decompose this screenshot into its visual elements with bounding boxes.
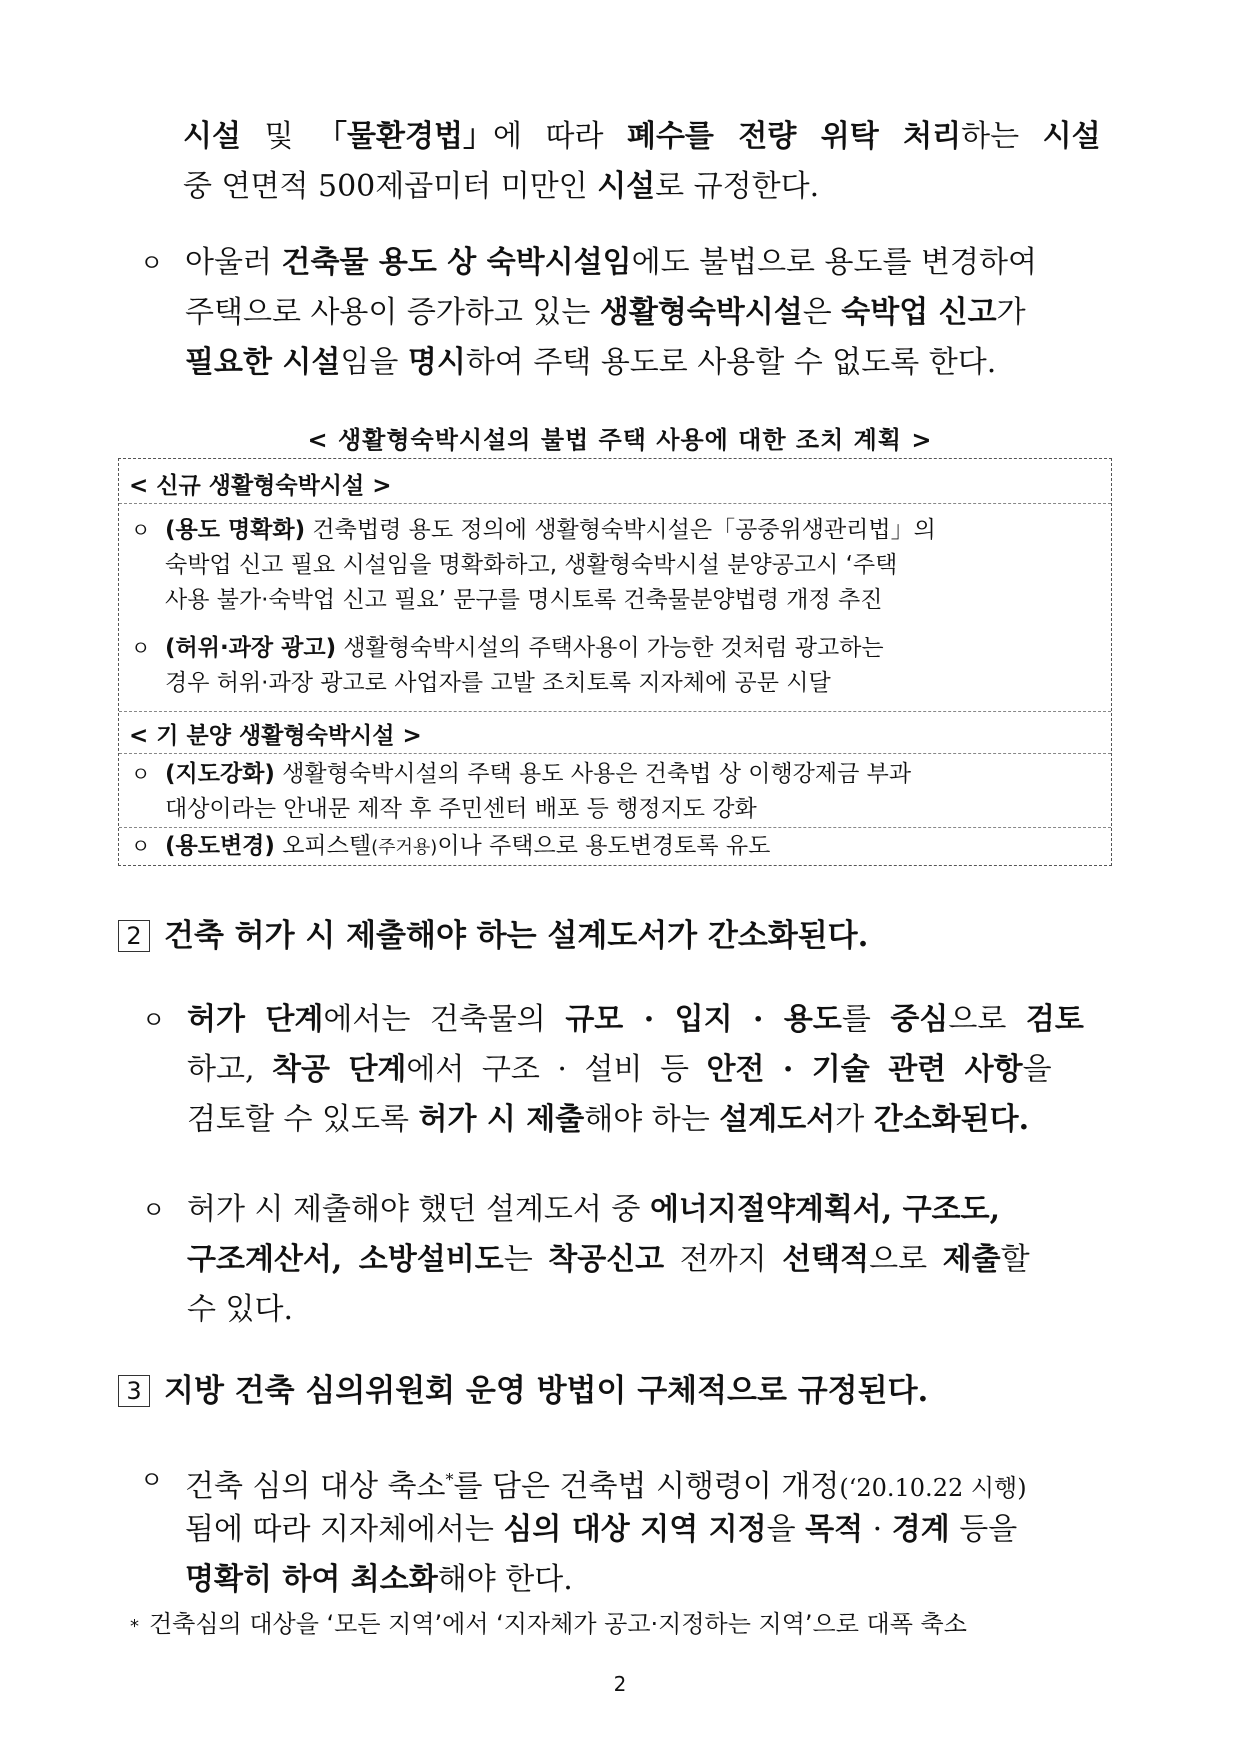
text: 허가 시 제출해야 했던 설계도서 중 bbox=[187, 1192, 650, 1227]
text-bold: 목적 bbox=[805, 1512, 864, 1547]
paragraph-line bbox=[140, 1505, 1130, 1555]
text-bold: 시설 bbox=[1042, 119, 1101, 154]
paragraph-optional-documents bbox=[142, 1185, 1132, 1335]
paragraph-line bbox=[142, 1045, 1132, 1095]
bullet-icon: ㅇ bbox=[131, 834, 151, 858]
item-text: 건축법령 용도 정의에 생활형숙박시설은「공중위생관리법」의 bbox=[305, 517, 936, 543]
text-bold: 경계 bbox=[891, 1512, 950, 1547]
text: 전까지 bbox=[664, 1242, 783, 1277]
text-bold: 시설 bbox=[183, 119, 241, 154]
footnote bbox=[130, 1604, 967, 1639]
section-title: 지방 건축 심의위원회 운영 방법이 구체적으로 규정된다. bbox=[164, 1373, 929, 1409]
text: 건축 심의 대상 축소 bbox=[185, 1469, 446, 1504]
bullet-icon: ㅇ bbox=[131, 636, 151, 660]
paragraph-line bbox=[142, 995, 1132, 1045]
bullet-icon: ㅇ bbox=[131, 518, 151, 542]
item-line bbox=[131, 829, 1101, 865]
paragraph-line bbox=[140, 1455, 1130, 1505]
text-bold: 폐수를 전량 위탁 처리 bbox=[626, 119, 962, 154]
paragraph-line bbox=[142, 1285, 1132, 1335]
paragraph-line bbox=[183, 162, 1133, 212]
box-item-false-ads bbox=[131, 631, 1101, 701]
box-item-purpose-clarify bbox=[131, 513, 1101, 618]
text: 를 bbox=[841, 1002, 891, 1037]
section-title: 건축 허가 시 제출해야 하는 설계도서가 간소화된다. bbox=[164, 918, 869, 954]
bullet-icon: ㅇ bbox=[140, 249, 164, 277]
item-text: 대상이라는 안내문 제작 후 주민센터 배포 등 행정지도 강화 bbox=[165, 796, 757, 822]
text-bold: 규모 · 입지 · 용도 bbox=[565, 1002, 842, 1037]
action-plan-box bbox=[118, 458, 1112, 866]
text-bold: 명확히 하여 최소화 bbox=[185, 1562, 438, 1597]
divider bbox=[119, 503, 1111, 504]
text: 검토할 수 있도록 bbox=[187, 1102, 419, 1137]
text: 수 있다. bbox=[187, 1292, 294, 1327]
text-bold: 건축물 용도 상 숙박시설임 bbox=[281, 245, 632, 280]
section-number: 2 bbox=[118, 920, 150, 952]
text: 등을 bbox=[949, 1512, 1018, 1547]
text-bold: 선택적 bbox=[782, 1242, 870, 1277]
text-bold: 착공 단계 bbox=[272, 1052, 407, 1087]
paragraph-review-committee bbox=[140, 1455, 1130, 1605]
text-bold: 착공신고 bbox=[548, 1242, 665, 1277]
bullet-icon: ㅇ bbox=[131, 762, 151, 786]
item-text: 숙박업 신고 필요 시설임을 명확화하고, 생활형숙박시설 분양공고시 ‘주택 bbox=[165, 552, 898, 578]
text: 하고, bbox=[187, 1052, 273, 1087]
text: 됨에 따라 지자체에서는 bbox=[185, 1512, 504, 1547]
text: 할 bbox=[1000, 1242, 1030, 1277]
text-bold: 간소화된다. bbox=[873, 1102, 1030, 1137]
bullet-icon: ㅇ bbox=[142, 1196, 166, 1224]
text: 중 연면적 500제곱미터 미만인 bbox=[183, 169, 598, 204]
page-number: 2 bbox=[613, 1672, 627, 1696]
text: 를 담은 건축법 시행령이 개정 bbox=[453, 1469, 840, 1504]
text: 에서는 건축물의 bbox=[323, 1002, 566, 1037]
bullet-icon: ㅇ bbox=[140, 1466, 164, 1494]
box-subheader-new: < 신규 생활형숙박시설 > bbox=[129, 473, 392, 499]
text: · bbox=[863, 1512, 892, 1547]
item-text: 오피스텔 bbox=[274, 833, 372, 859]
section-heading-3 bbox=[118, 1365, 928, 1410]
paragraph-line bbox=[140, 288, 1130, 338]
text-bold: 숙박업 신고 bbox=[841, 295, 997, 330]
text-bold: 제출 bbox=[942, 1242, 1001, 1277]
item-line bbox=[131, 631, 1101, 666]
paragraph-line bbox=[142, 1185, 1132, 1235]
text: 가 bbox=[996, 295, 1026, 330]
text: 에도 불법으로 용도를 변경하여 bbox=[631, 245, 1037, 280]
paragraph-line bbox=[142, 1235, 1132, 1285]
item-text: 이나 주택으로 용도변경토록 유도 bbox=[437, 833, 771, 859]
text-date: (‘20.10.22 시행) bbox=[839, 1474, 1027, 1502]
divider bbox=[119, 753, 1111, 754]
item-line bbox=[131, 757, 1101, 792]
text-bold: 설계도서 bbox=[719, 1102, 836, 1137]
paragraph-line bbox=[183, 112, 1133, 162]
text: 하여 주택 용도로 사용할 수 없도록 한다. bbox=[465, 345, 997, 380]
text: 에서 구조 · 설비 등 bbox=[406, 1052, 707, 1087]
item-label: (용도변경) bbox=[165, 833, 275, 859]
footnote-marker: * bbox=[445, 1470, 454, 1489]
text-bold: 구조계산서, 소방설비도 bbox=[187, 1242, 504, 1277]
divider bbox=[119, 827, 1111, 828]
text-bold: 명시 bbox=[407, 345, 466, 380]
text-bold: 검토 bbox=[1025, 1002, 1084, 1037]
text-bold: 필요한 시설 bbox=[185, 345, 341, 380]
text: 으로 bbox=[869, 1242, 943, 1277]
paragraph-lodging-notice bbox=[140, 238, 1130, 388]
bullet-icon: ㅇ bbox=[142, 1006, 166, 1034]
paragraph-line bbox=[140, 338, 1130, 388]
item-text-small: (주거용) bbox=[371, 837, 438, 858]
box-title: < 생활형숙박시설의 불법 주택 사용에 대한 조치 계획 > bbox=[307, 426, 933, 454]
text: 주택으로 사용이 증가하고 있는 bbox=[185, 295, 600, 330]
item-text: 생활형숙박시설의 주택사용이 가능한 것처럼 광고하는 bbox=[336, 635, 884, 661]
divider bbox=[119, 711, 1111, 712]
text: 가 bbox=[835, 1102, 874, 1137]
item-label: (허위·과장 광고) bbox=[165, 635, 337, 661]
item-label: (용도 명확화) bbox=[165, 517, 306, 543]
text-bold: 에너지절약계획서, 구조도, bbox=[649, 1192, 1001, 1227]
box-item-guidance bbox=[131, 757, 1101, 827]
text: 임을 bbox=[340, 345, 408, 380]
text: 으로 bbox=[948, 1002, 1026, 1037]
text-bold: 심의 대상 지역 지정 bbox=[503, 1512, 767, 1547]
text-bold: 허가 단계 bbox=[187, 1002, 324, 1037]
text: 을 bbox=[766, 1512, 806, 1547]
text-bold: 안전 · 기술 관련 사항 bbox=[706, 1052, 1023, 1087]
item-text: 생활형숙박시설의 주택 용도 사용은 건축법 상 이행강제금 부과 bbox=[274, 761, 912, 787]
text-bold: 시설 bbox=[597, 169, 656, 204]
text: 은 bbox=[802, 295, 842, 330]
text: 아울러 bbox=[185, 245, 282, 280]
item-label: (지도강화) bbox=[165, 761, 275, 787]
footnote-marker: * bbox=[130, 1616, 139, 1637]
box-subheader-existing: < 기 분양 생활형숙박시설 > bbox=[129, 723, 422, 749]
text-bold: 중심 bbox=[890, 1002, 949, 1037]
text-bold: 생활형숙박시설 bbox=[599, 295, 803, 330]
section-number: 3 bbox=[118, 1375, 150, 1407]
section-heading-2 bbox=[118, 910, 868, 955]
text: 하는 bbox=[961, 119, 1043, 154]
text: 해야 한다. bbox=[437, 1562, 573, 1597]
paragraph-line bbox=[140, 1555, 1130, 1605]
box-item-use-change bbox=[131, 829, 1101, 865]
item-line bbox=[131, 513, 1101, 548]
text: 및 bbox=[240, 119, 318, 154]
text: 로 규정한다. bbox=[655, 169, 820, 204]
text: 해야 하는 bbox=[584, 1102, 720, 1137]
text: 에 따라 bbox=[492, 119, 627, 154]
paragraph-line bbox=[142, 1095, 1132, 1145]
paragraph-line bbox=[140, 238, 1130, 288]
text-bold: 허가 시 제출 bbox=[418, 1102, 585, 1137]
paragraph-waste-facility bbox=[183, 112, 1133, 212]
item-text: 사용 불가·숙박업 신고 필요’ 문구를 명시토록 건축물분양법령 개정 추진 bbox=[165, 587, 883, 613]
paragraph-permit-stage bbox=[142, 995, 1132, 1145]
footnote-text: 건축심의 대상을 ‘모든 지역’에서 ‘지자체가 공고·지정하는 지역’으로 대폭 축소 bbox=[149, 1610, 967, 1638]
item-text: 경우 허위·과장 광고로 사업자를 고발 조치토록 지자체에 공문 시달 bbox=[165, 670, 831, 696]
text-bold: 「물환경법」 bbox=[317, 119, 493, 154]
text: 을 bbox=[1022, 1052, 1052, 1087]
text: 는 bbox=[503, 1242, 549, 1277]
